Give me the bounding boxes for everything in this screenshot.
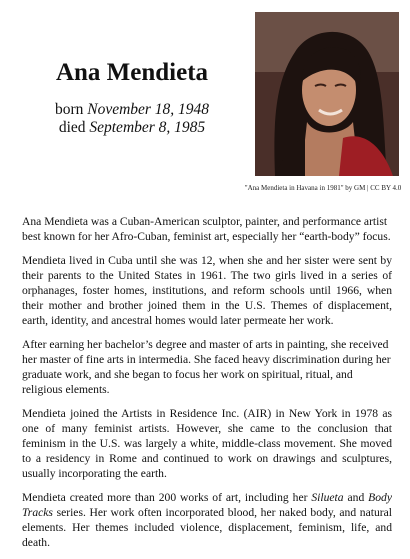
portrait-photo xyxy=(255,12,399,176)
paragraph-early-life: Mendieta lived in Cuba until she was 12, when she and her sister were sent by their parents to the United States in 1961. The two girls lived in a series of orphanages, foster homes, institutions, and reform schools until 1966, when their mother and brother joined them in the U.S. Themes of displacement, earth, identity, and ancestral homes would later permeate her work. xyxy=(22,254,392,327)
life-dates xyxy=(22,101,242,137)
paragraph-intro: Ana Mendieta was a Cuban-American sculptor, painter, and performance artist best known for her Afro-Cuban, feminist art, especially her “earth-body” focus. xyxy=(22,215,391,243)
died-label: died xyxy=(58,119,86,136)
work-title-silueta: Silueta xyxy=(311,491,344,504)
work-title-body-tracks: Body Tracks xyxy=(22,491,392,519)
born-line xyxy=(22,101,242,119)
works-text-a: Mendieta created more than 200 works of art, including her xyxy=(22,491,312,504)
born-label: born xyxy=(54,101,84,118)
paragraph-works xyxy=(22,490,392,550)
photo-caption: "Ana Mendieta in Havana in 1981" by GM | CC BY 4.0 xyxy=(244,184,402,192)
page-title: Ana Mendieta xyxy=(55,59,209,86)
died-date: September 8, 1985 xyxy=(89,119,206,136)
died-line xyxy=(22,119,242,137)
works-text-b: and xyxy=(343,491,369,504)
works-text-c: series. Her work often incorporated blood, her naked body, and natural elements. Her themes included violence, displacement, feminism, life, and death. xyxy=(22,506,392,549)
paragraph-education: After earning her bachelor’s degree and master of arts in painting, she received her master of fine arts in intermedia. She faced heavy discrimination during her graduate work, and she began to focus her work on spiritual, ritual, and religious elements. xyxy=(22,338,391,396)
portrait-illustration xyxy=(255,12,399,176)
paragraph-air-rome: Mendieta joined the Artists in Residence Inc. (AIR) in New York in 1978 as one of many feminist artists. However, she came to the conclusion that feminism in the U.S. was largely a white, middle-class movement. She moved to a residency in Rome and continued to work on drawings and sculptures, usually incorporating the earth. xyxy=(22,407,392,480)
biography-text xyxy=(22,214,392,559)
born-date: November 18, 1948 xyxy=(87,101,210,118)
